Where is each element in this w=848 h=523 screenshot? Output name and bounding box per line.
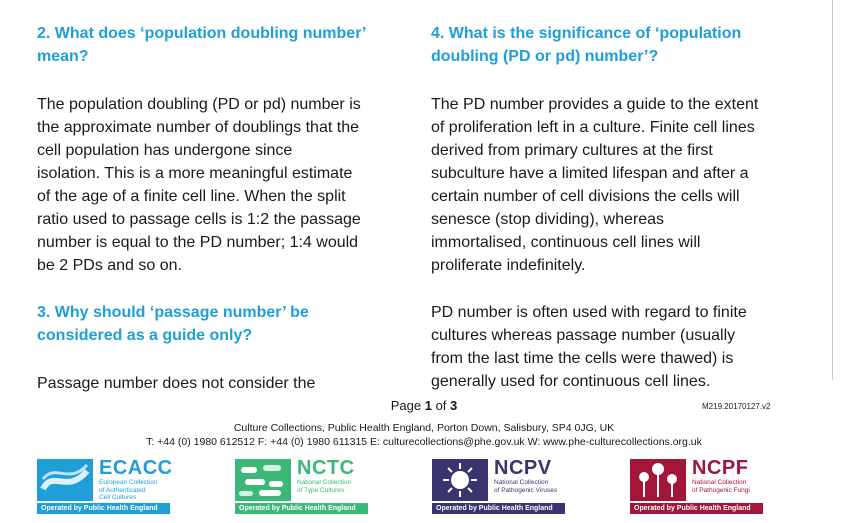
body-line: the approximate number of doublings that the [37,119,359,136]
body-line: senesce (stop dividing), whereas [431,211,665,228]
logo-name: ECACC [99,457,173,479]
subtitle-line: of Pathogenic Fungi [692,486,750,494]
body-line: be 2 PDs and so on. [37,257,182,274]
subtitle-line: European Collection [99,479,158,486]
heading-line: 3. Why should ‘passage number’ be [37,304,309,321]
left-column [37,22,407,395]
operated-by-bar: Operated by Public Health England [432,503,565,514]
body-line: Passage number does not consider the [37,375,316,392]
body-line: ratio used to passage cells is 1:2 the passage [37,211,361,228]
body-line: cultures whereas passage number (usually [431,327,736,344]
logo-name: NCTC [297,457,355,479]
document-code: M219.20170127.v2 [702,402,771,411]
body-line: number is equal to the PD number; 1:4 would [37,234,359,251]
page-of: of [431,398,451,413]
ncpf-logo [630,459,770,516]
heading-line: 2. What does ‘population doubling number’ [37,25,367,42]
body-line: cell population has undergone since [37,142,293,159]
body-line: proliferate indefinitely. [431,257,586,274]
right-margin-rule [832,0,833,380]
section-4-paragraph-2 [431,301,811,393]
page-current: 1 [424,398,432,413]
ecacc-logo [37,459,192,516]
subtitle-line: of Authenticated [99,486,146,494]
page-prefix: Page [390,398,425,413]
body-line: generally used for continuous cell lines. [431,373,711,390]
right-column [431,22,811,393]
nctc-emblem-icon [235,459,291,501]
subtitle-line: National Collection [494,479,549,486]
section-3-body [37,372,407,395]
ncpv-logo [432,459,582,516]
logo-subtitle [692,479,750,494]
subtitle-line: of Pathogenic Viruses [494,486,558,494]
subtitle-line: Cell Cultures [99,494,137,501]
section-2-heading [37,22,407,68]
footer-address: Culture Collections, Public Health England, Porton Down, Salisbury, SP4 0JG, UK [233,422,615,434]
ncpv-emblem-icon [432,459,488,501]
body-line: of proliferation left in a culture. Finite cell lines [431,119,755,136]
operated-by-bar: Operated by Public Health England [630,503,763,514]
section-2-body [37,93,407,277]
subtitle-line: National Collection [297,479,352,486]
heading-line: 4. What is the significance of ‘population [431,25,742,42]
nctc-logo [235,459,375,516]
ecacc-emblem-icon [37,459,93,501]
body-line: The population doubling (PD or pd) number is [37,96,361,113]
operated-by-bar: Operated by Public Health England [235,503,368,514]
footer-contact: T: +44 (0) 1980 612512 F: +44 (0) 1980 611315 E: culturecollections@phe.gov.uk W: www.phe-culturecollections.org.uk [146,436,702,448]
heading-line: considered as a guide only? [37,327,253,344]
logo-subtitle [494,479,557,494]
section-4-paragraph-1 [431,93,811,277]
subtitle-line: of Type Cultures [297,486,345,494]
ncpf-emblem-icon [630,459,686,501]
body-line: The PD number provides a guide to the extent [431,96,759,113]
body-line: immortalised, continuous cell lines will [431,234,701,251]
body-line: isolation. This is a more meaningful estimate [37,165,353,182]
body-line: subculture have a limited lifespan and after a [431,165,749,182]
logo-name: NCPF [692,457,749,479]
logo-subtitle [297,479,351,494]
operated-by-bar: Operated by Public Health England [37,503,170,514]
logo-name: NCPV [494,457,552,479]
subtitle-line: National Collection [692,479,747,486]
heading-line: doubling (PD or pd) number’? [431,48,659,65]
body-line: from the last time the cells were thawed) is [431,350,734,367]
body-line: of the age of a finite cell line. When the split [37,188,346,205]
body-line: derived from primary cultures at the first [431,142,713,159]
heading-line: mean? [37,48,89,65]
logo-subtitle [99,479,158,502]
section-3-heading [37,301,407,347]
body-line: certain number of cell divisions the cells will [431,188,740,205]
body-line: PD number is often used with regard to finite [431,304,747,321]
section-4-heading [431,22,811,68]
page-total: 3 [450,398,458,413]
